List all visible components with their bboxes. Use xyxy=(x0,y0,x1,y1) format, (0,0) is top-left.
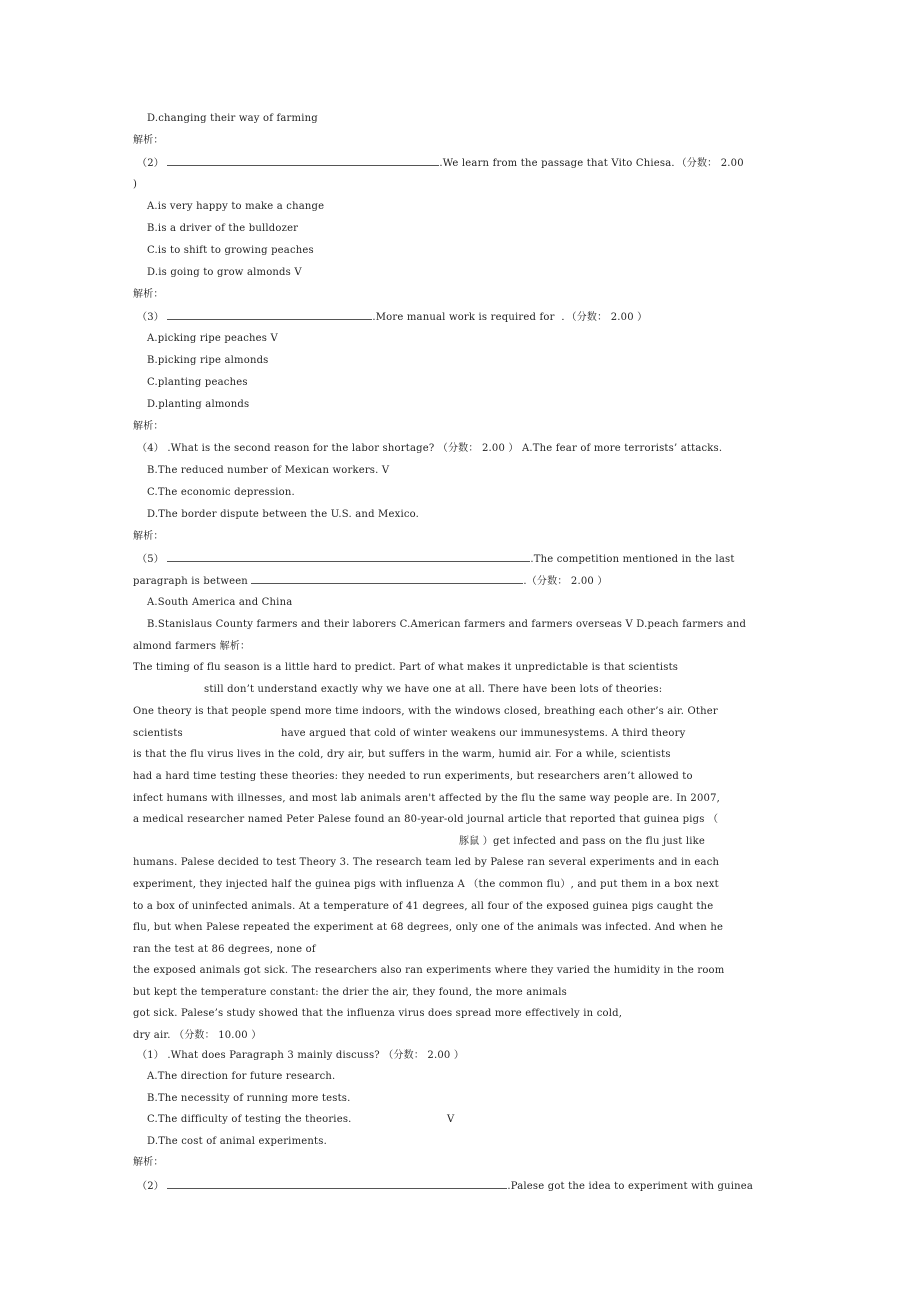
q3-option-c[interactable]: C.planting peaches xyxy=(147,377,248,388)
passage-line-13: flu, but when Palese repeated the experiment at 68 degrees, only one of the animals was infected. And when he xyxy=(133,922,724,933)
q3-option-a[interactable]: A.picking ripe peaches V xyxy=(147,333,278,344)
passage-line-14: ran the test at 86 degrees, none of xyxy=(133,944,316,955)
passage-line-3: One theory is that people spend more time indoors, with the windows closed, breathing each other’s air. Other xyxy=(133,706,718,717)
passage-line-9: 豚鼠 ）get infected and pass on the flu just like xyxy=(459,836,706,847)
passage-line-4b: have argued that cold of winter weakens our immunesystems. A third theory xyxy=(281,728,686,739)
q5-stem-line1 xyxy=(137,552,735,567)
passage-line-4a: scientists xyxy=(133,728,183,739)
passage-line-15: the exposed animals got sick. The researchers also ran experiments where they varied the humidity in the room xyxy=(133,965,725,976)
passage-line-17: got sick. Palese’s study showed that the influenza virus does spread more effectively in cold, xyxy=(133,1008,623,1019)
passage-line-6: had a hard time testing these theories: they needed to run experiments, but researchers aren’t allowed to xyxy=(133,771,693,782)
q4-stem-line: （4） .What is the second reason for the labor shortage? （分数： 2.00 ） A.The fear of more terrorists’ attacks. xyxy=(137,443,723,454)
q5-number: （5） xyxy=(137,554,164,565)
q5-options-bcd[interactable]: B.Stanislaus County farmers and their laborers C.American farmers and farmers overseas V D.peach farmers and xyxy=(147,619,747,630)
q2-stem xyxy=(137,156,744,171)
q2-stem-end: ) xyxy=(133,179,138,190)
q1-option-d: D.changing their way of farming xyxy=(147,113,318,124)
q3-option-b[interactable]: B.picking ripe almonds xyxy=(147,355,269,366)
q2-option-c[interactable]: C.is to shift to growing peaches xyxy=(147,245,314,256)
q2-stem-text: .We learn from the passage that Vito Chiesa．（分数： 2.00 xyxy=(439,158,744,169)
q5-option-a[interactable]: A.South America and China xyxy=(147,597,293,608)
q5-stem-text: .The competition mentioned in the last xyxy=(530,554,735,565)
passage-line-18: dry air. （分数： 10.00 ） xyxy=(133,1030,262,1041)
p2-q2-number: （2） xyxy=(137,1181,164,1192)
passage-line-11: experiment, they injected half the guinea pigs with influenza A （the common flu）, and put them in a box next xyxy=(133,879,719,890)
passage-line-10: humans. Palese decided to test Theory 3. The research team led by Palese ran several experiments and in each xyxy=(133,857,720,868)
q1-analysis-label: 解析： xyxy=(133,135,164,146)
q5-answer-blank-2[interactable] xyxy=(251,574,523,584)
q2-analysis-label: 解析： xyxy=(133,289,164,300)
p2-q1-analysis-label: 解析： xyxy=(133,1157,164,1168)
p2-q1-option-a[interactable]: A.The direction for future research. xyxy=(147,1071,336,1082)
p2-q2-stem xyxy=(137,1179,753,1194)
q2-number: （2） xyxy=(137,158,164,169)
p2-q2-stem-text: .Palese got the idea to experiment with guinea xyxy=(507,1181,754,1192)
q3-option-d[interactable]: D.planting almonds xyxy=(147,399,250,410)
q3-stem-text: .More manual work is required for ．（分数： 2.00 ） xyxy=(372,312,648,323)
q4-option-c[interactable]: C.The economic depression. xyxy=(147,487,295,498)
passage-line-8: a medical researcher named Peter Palese found an 80-year-old journal article that reported that guinea pigs （ xyxy=(133,814,719,825)
q4-option-b[interactable]: B.The reduced number of Mexican workers. V xyxy=(147,465,390,476)
passage-line-7: infect humans with illnesses, and most lab animals aren't affected by the flu the same way people are. In 2007, xyxy=(133,793,721,804)
passage-line-16: but kept the temperature constant: the drier the air, they found, the more animals xyxy=(133,987,568,998)
p2-q1-option-c[interactable]: C.The difficulty of testing the theories. xyxy=(147,1114,352,1125)
passage-line-1: The timing of flu season is a little hard to predict. Part of what makes it unpredictable is that scientists xyxy=(133,662,679,673)
q5-answer-blank[interactable] xyxy=(167,552,530,562)
p2-q1-option-d[interactable]: D.The cost of animal experiments. xyxy=(147,1136,327,1147)
q2-option-a[interactable]: A.is very happy to make a change xyxy=(147,201,325,212)
q2-answer-blank[interactable] xyxy=(167,156,439,166)
q3-number: （3） xyxy=(137,312,164,323)
q2-option-d[interactable]: D.is going to grow almonds V xyxy=(147,267,302,278)
q5-stem-text-2: paragraph is between xyxy=(133,576,248,587)
q5-option-d-continued: almond farmers 解析： xyxy=(133,641,251,652)
q3-answer-blank[interactable] xyxy=(167,310,372,320)
q5-stem-line2 xyxy=(133,574,608,589)
p2-q1-stem: （1） .What does Paragraph 3 mainly discuss? （分数： 2.00 ） xyxy=(137,1050,465,1061)
q3-analysis-label: 解析： xyxy=(133,421,164,432)
q2-option-b[interactable]: B.is a driver of the bulldozer xyxy=(147,223,299,234)
p2-q2-answer-blank[interactable] xyxy=(167,1179,507,1189)
q3-stem xyxy=(137,310,647,325)
p2-q1-option-b[interactable]: B.The necessity of running more tests. xyxy=(147,1093,351,1104)
passage-line-2: still don’t understand exactly why we have one at all. There have been lots of theories: xyxy=(204,684,663,695)
p2-q1-answer-mark: V xyxy=(447,1114,455,1125)
q4-option-d[interactable]: D.The border dispute between the U.S. and Mexico. xyxy=(147,509,420,520)
q5-stem-text-3: .（分数： 2.00 ） xyxy=(523,576,608,587)
passage-line-5: is that the flu virus lives in the cold, dry air, but suffers in the warm, humid air. For a while, scientists xyxy=(133,749,671,760)
q4-analysis-label: 解析： xyxy=(133,531,164,542)
passage-line-12: to a box of uninfected animals. At a temperature of 41 degrees, all four of the exposed guinea pigs caught the xyxy=(133,901,714,912)
